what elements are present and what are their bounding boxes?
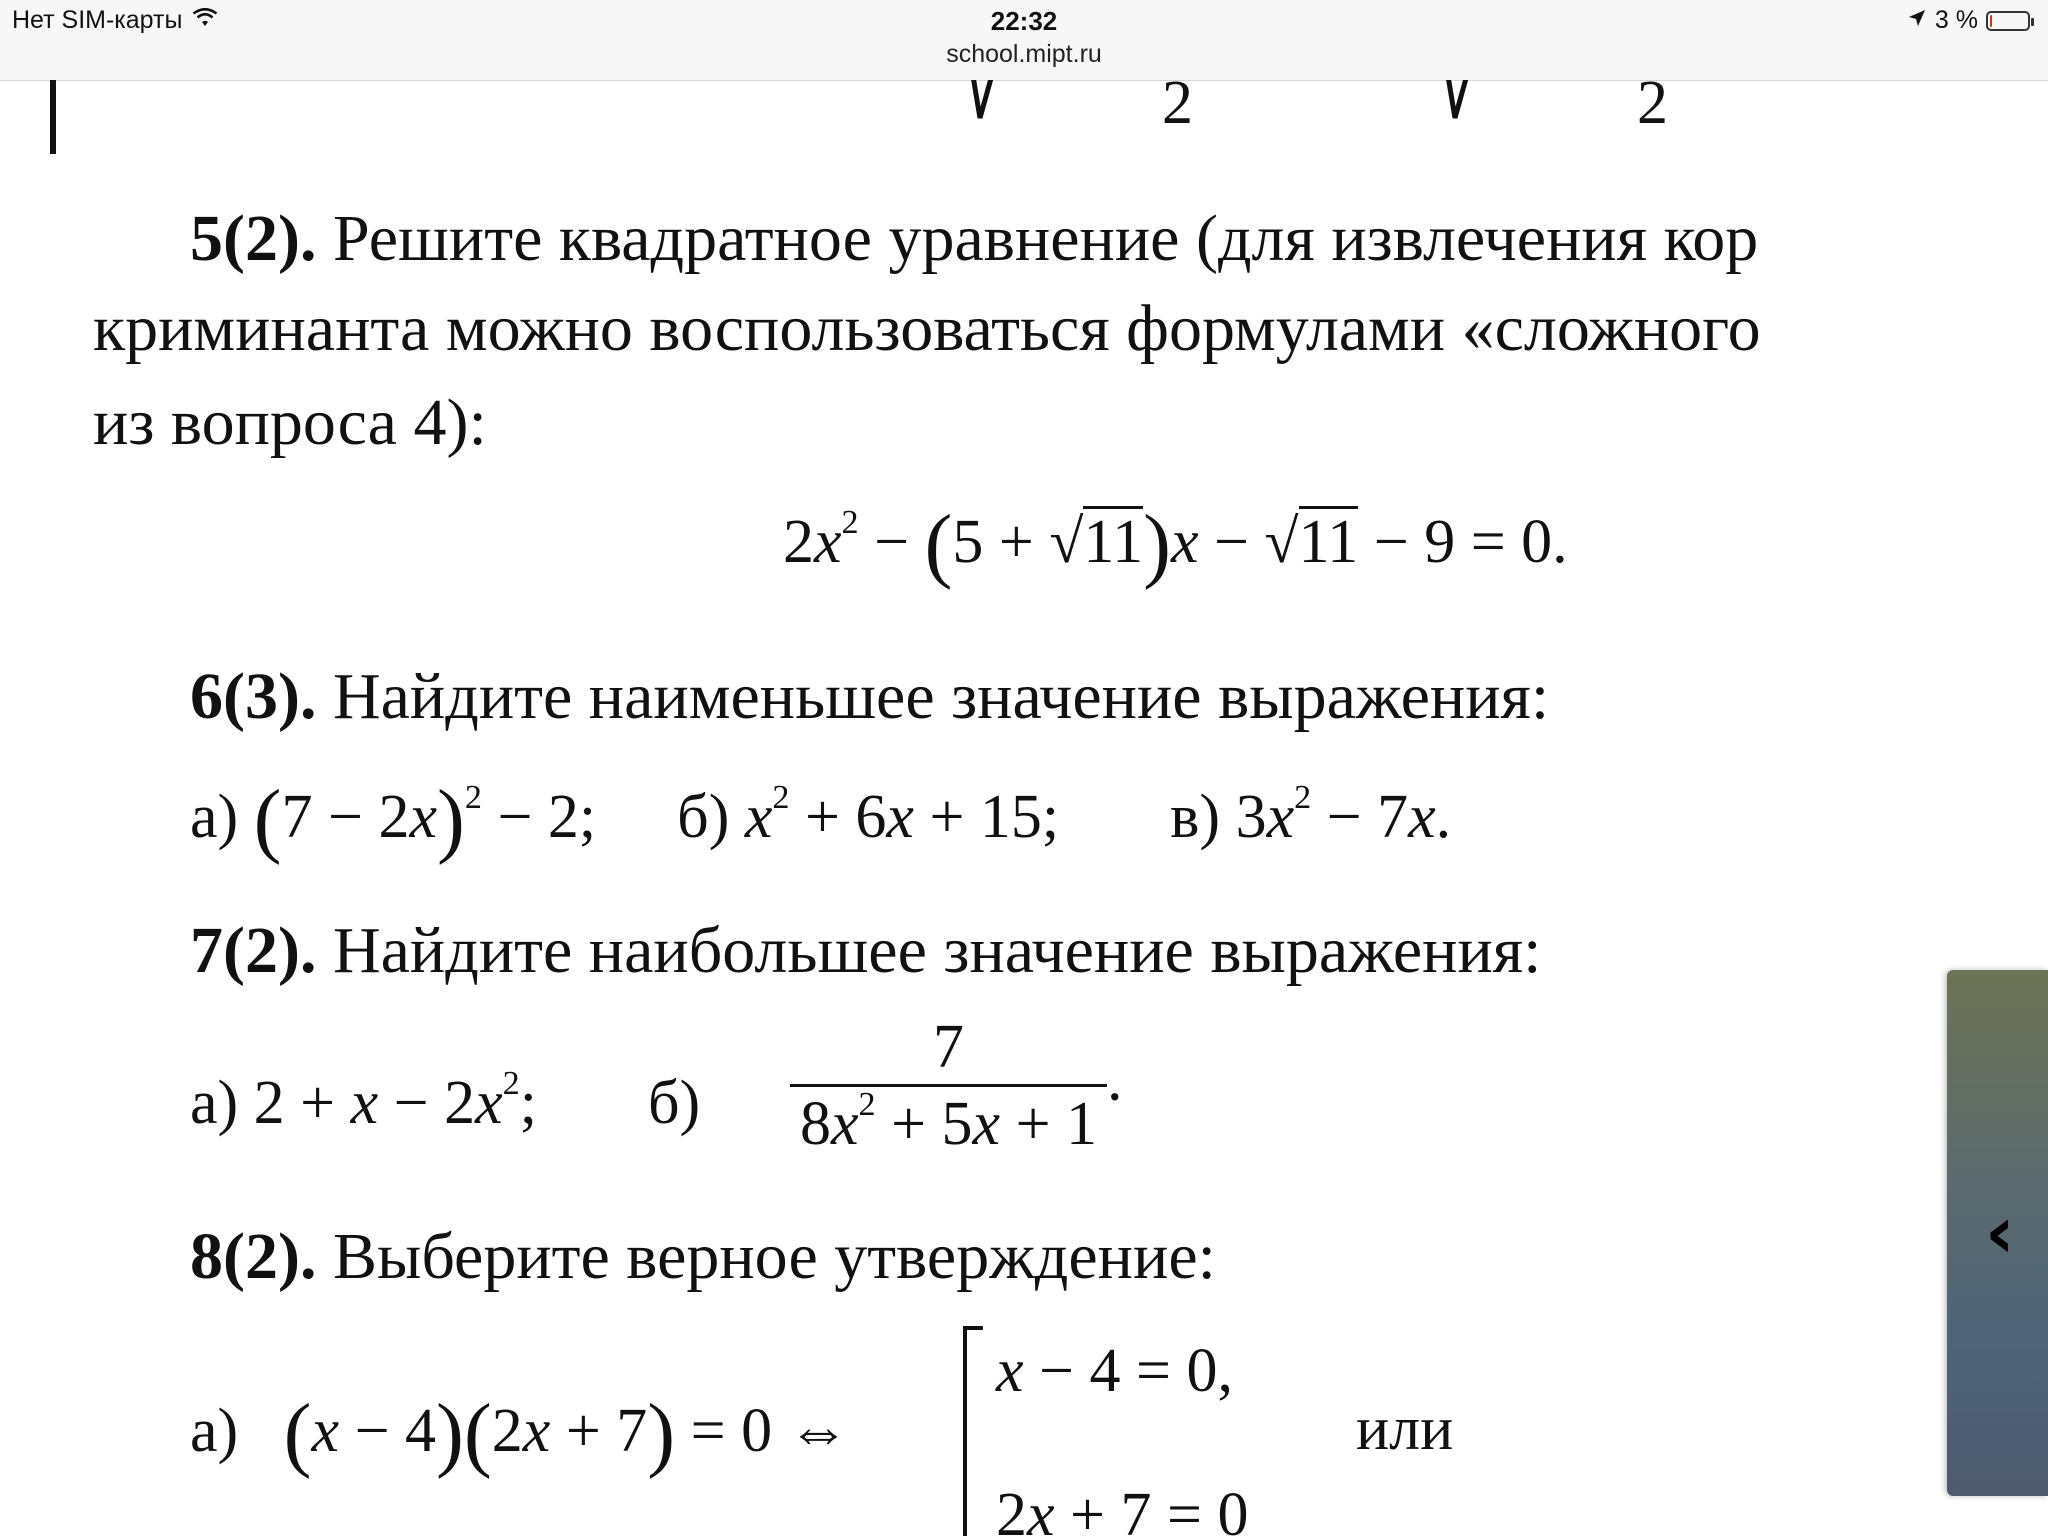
task7-a-label: а): [190, 1069, 239, 1137]
url-label[interactable]: school.mipt.ru: [946, 40, 1102, 68]
task5-text-line2: криминанта можно воспользоваться формулами «сложного: [93, 292, 1761, 365]
task6-c-label: в): [1170, 783, 1221, 851]
location-arrow-icon: [1907, 6, 1927, 35]
system-line1: [996, 1337, 1233, 1405]
sys1-rest: − 4 = 0,: [1023, 1337, 1233, 1405]
task7-items: [190, 1065, 701, 1137]
or-word: или: [1356, 1395, 1454, 1463]
task5-text-line1: Решите квадратное уравнение (для извлечения кор: [332, 202, 1759, 275]
status-bar: [0, 0, 2048, 81]
task6-heading: [190, 660, 1550, 733]
system-bracket: [963, 1326, 983, 1536]
task6-c-var: x: [1266, 783, 1295, 851]
sys2-coef: 2: [996, 1481, 1027, 1536]
den-exp: 2: [858, 1086, 876, 1124]
task6-number: 6(3).: [190, 660, 317, 733]
task8-equiv: = 0 ⇔: [675, 1397, 850, 1465]
margin-bar: [50, 80, 56, 154]
task6-c-tail: .: [1435, 783, 1452, 851]
task7-b-tail: .: [1107, 1045, 1123, 1114]
radical-fragment-1: [968, 80, 998, 120]
task7-b-numerator: 7: [933, 1013, 965, 1081]
task6-b-tail: + 15;: [913, 783, 1060, 851]
task7-b-fraction: [790, 1013, 1123, 1158]
document-page[interactable]: [0, 80, 2048, 1536]
eq-five-plus: 5 +: [952, 508, 1050, 576]
task6-c-coef: 3: [1235, 783, 1267, 851]
task8-text: Выберите верное утверждение:: [332, 1220, 1216, 1293]
task6-b-label: б): [677, 783, 730, 851]
task5-equation: $2x^2 - (5 + √11)x - √11 - 9 = 0$.: [783, 498, 1568, 592]
task7-a-mid: − 2: [378, 1069, 476, 1137]
sys2-var: x: [1027, 1481, 1055, 1536]
eq-exp: 2: [841, 504, 859, 542]
eq-var: x: [814, 508, 842, 576]
task8-var: x: [311, 1397, 340, 1465]
clock: 22:32: [990, 6, 1058, 36]
battery-percent: 3 %: [1934, 6, 1978, 34]
task6-b-mid: + 6: [789, 783, 887, 851]
task6-a-label: а): [190, 783, 239, 851]
eq-root1: 11: [1083, 508, 1144, 576]
task7-b-label: б): [647, 1069, 701, 1137]
battery-level-fill: [1990, 15, 1992, 27]
fragment-value-1: 2: [1162, 80, 1193, 137]
task6-text: Найдите наименьшее значение выражения:: [332, 660, 1550, 733]
den-var: x: [831, 1090, 859, 1158]
task7-a-tail: ;: [519, 1069, 537, 1137]
task6-a-var: x: [409, 783, 438, 851]
den-tail: + 1: [1000, 1090, 1098, 1158]
eq-minus2: −: [1198, 508, 1265, 576]
eq-coef: 2: [783, 508, 814, 576]
task6-items: а) $(7 - 2x)^2 - 2$; б) $x^2 + 6x + 15$; в) $3x^2 - 7x$.: [190, 773, 1452, 867]
chevron-left-icon[interactable]: ‹: [1985, 1190, 2015, 1274]
task8-a-label: а): [190, 1397, 239, 1465]
sys2-rest: + 7 = 0: [1054, 1481, 1249, 1536]
task8-var2: x: [522, 1397, 551, 1465]
task5-text-line3: из вопроса 4):: [93, 386, 487, 459]
task8-heading: [190, 1220, 1216, 1293]
battery-indicator: [1907, 6, 2030, 35]
task6-c-mid: − 7: [1311, 783, 1409, 851]
task7-a-var2: x: [475, 1069, 503, 1137]
task8-plus7: + 7: [550, 1397, 648, 1465]
sys1-var: x: [996, 1337, 1024, 1405]
fragment-value-2: 2: [1637, 80, 1668, 137]
task6-a-inner: 7 − 2: [281, 783, 410, 851]
battery-icon: [1986, 11, 2030, 31]
den-var2: x: [972, 1090, 1001, 1158]
task5-number: 5(2).: [190, 202, 317, 275]
task5-line1: [190, 202, 1759, 275]
task6-c-var2: x: [1408, 783, 1436, 851]
task7-a-var: x: [350, 1069, 379, 1137]
task6-c-exp: 2: [1294, 779, 1312, 817]
task8-minus4: − 4: [339, 1397, 437, 1465]
carrier-label: Нет SIM-карты: [12, 6, 183, 34]
radical-fragment-2: [1443, 80, 1473, 120]
task6-b-var2: x: [886, 783, 914, 851]
task8-a-expression: а) (x − 4)(2x + 7) = 0 ⇔: [190, 1387, 850, 1481]
task6-a-tail: − 2;: [481, 783, 597, 851]
task7-text: Найдите наибольшее значение выражения:: [332, 914, 1542, 987]
eq-var2: x: [1171, 508, 1199, 576]
task6-b-exp: 2: [772, 779, 790, 817]
task7-number: 7(2).: [190, 914, 317, 987]
task7-heading: [190, 914, 1542, 987]
task6-a-exp: 2: [464, 779, 482, 817]
task6-b-var: x: [744, 783, 773, 851]
den-mid: + 5: [875, 1090, 973, 1158]
task7-a-exp: 2: [502, 1065, 520, 1103]
task7-a-pre: 2 +: [253, 1069, 351, 1137]
system-line2: [996, 1481, 1249, 1536]
task8-coef: 2: [491, 1397, 523, 1465]
eq-tail: − 9 = 0.: [1358, 508, 1568, 576]
eq-minus: −: [858, 508, 925, 576]
slide-over-handle[interactable]: [1947, 970, 2048, 1496]
den-coef: 8: [800, 1090, 831, 1158]
task7-b-denominator: [790, 1084, 1107, 1158]
eq-root2: 11: [1298, 508, 1359, 576]
task8-number: 8(2).: [190, 1220, 317, 1293]
